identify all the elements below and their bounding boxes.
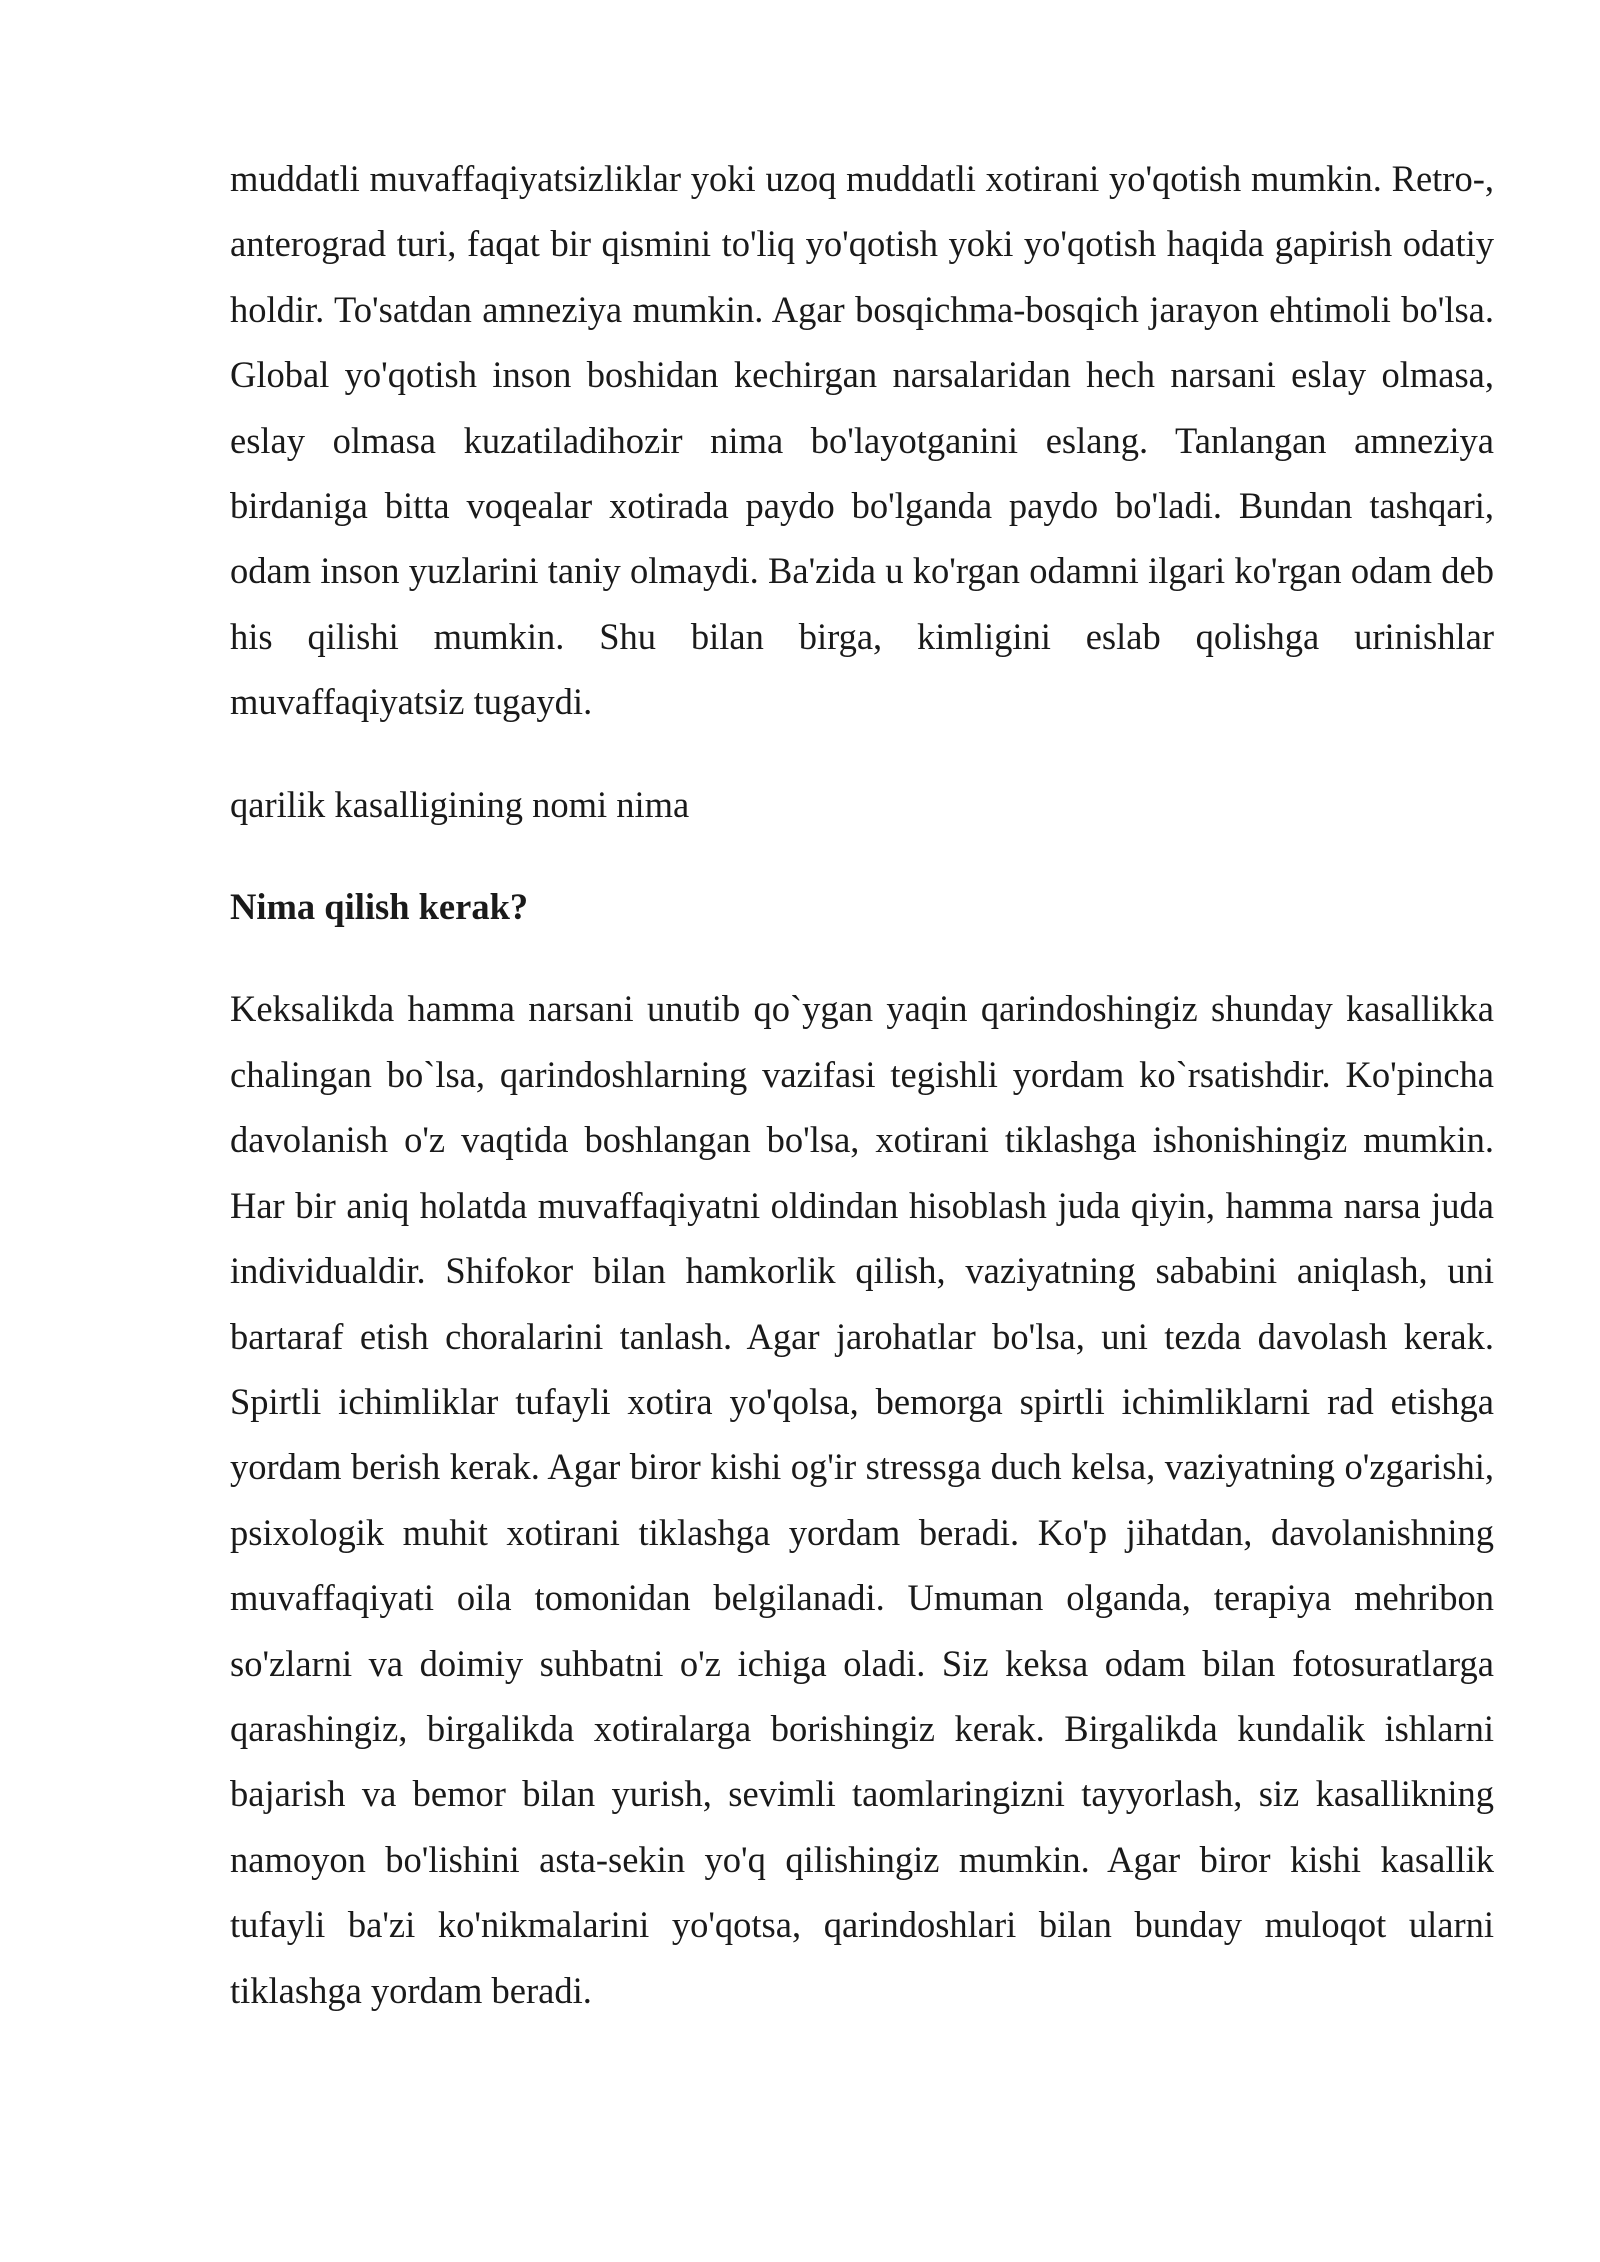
- document-body: [230, 146, 1494, 2023]
- subtitle-line: qarilik kasalligining nomi nima: [230, 783, 690, 825]
- body-paragraph: Keksalikda hamma narsani unutib qo`ygan yaqin qarindoshingiz shunday kasallikka chalingan bo`lsa, qarindoshlarning vazifasi tegishli yordam ko`rsatishdir. Ko'pincha davolanish o'z vaqtida boshlangan bo'lsa, xotirani tiklashga ishonishingiz mumkin. Har bir aniq holatda muvaffaqiyatni oldindan hisoblash juda qiyin, hamma narsa juda individualdir. Shifokor bilan hamkorlik qilish, vaziyatning sababini aniqlash, uni bartaraf etish choralarini tanlash. Agar jarohatlar bo'lsa, uni tezda davolash kerak. Spirtli ichimliklar tufayli xotira yo'qolsa, bemorga spirtli ichimliklarni rad etishga yordam berish kerak. Agar biror kishi og'ir stressga duch kelsa, vaziyatning o'zgarishi, psixologik muhit xotirani tiklashga yordam beradi. Ko'p jihatdan, davolanishning muvaffaqiyati oila tomonidan belgilanadi. Umuman olganda, terapiya mehribon so'zlarni va doimiy suhbatni o'z ichiga oladi. Siz keksa odam bilan fotosuratlarga qarashingiz, birgalikda xotiralarga borishingiz kerak. Birgalikda kundalik ishlarni bajarish va bemor bilan yurish, sevimli taomlaringizni tayyorlash, siz kasallikning namoyon bo'lishini asta-sekin yo'q qilishingiz mumkin. Agar biror kishi kasallik tufayli ba'zi ko'nikmalarini yo'qotsa, qarindoshlari bilan bunday muloqot ularni tiklashga yordam beradi.: [230, 988, 1494, 2011]
- body-paragraph: muddatli muvaffaqiyatsizliklar yoki uzoq muddatli xotirani yo'qotish mumkin. Retro-, anterograd turi, faqat bir qismini to'liq yo'qotish yoki yo'qotish haqida gapirish odatiy holdir. To'satdan amneziya mumkin. Agar bosqichma-bosqich jarayon ehtimoli bo'lsa. Global yo'qotish inson boshidan kechirgan narsalaridan hech narsani eslay olmasa, eslay olmasa kuzatiladihozir nima bo'layotganini eslang. Tanlangan amneziya birdaniga bitta voqealar xotirada paydo bo'lganda paydo bo'ladi. Bundan tashqari, odam inson yuzlarini taniy olmaydi. Ba'zida u ko'rgan odamni ilgari ko'rgan odam deb his qilishi mumkin. Shu bilan birga, kimligini eslab qolishga urinishlar muvaffaqiyatsiz tugaydi.: [230, 158, 1494, 723]
- section-heading: Nima qilish kerak?: [230, 886, 529, 928]
